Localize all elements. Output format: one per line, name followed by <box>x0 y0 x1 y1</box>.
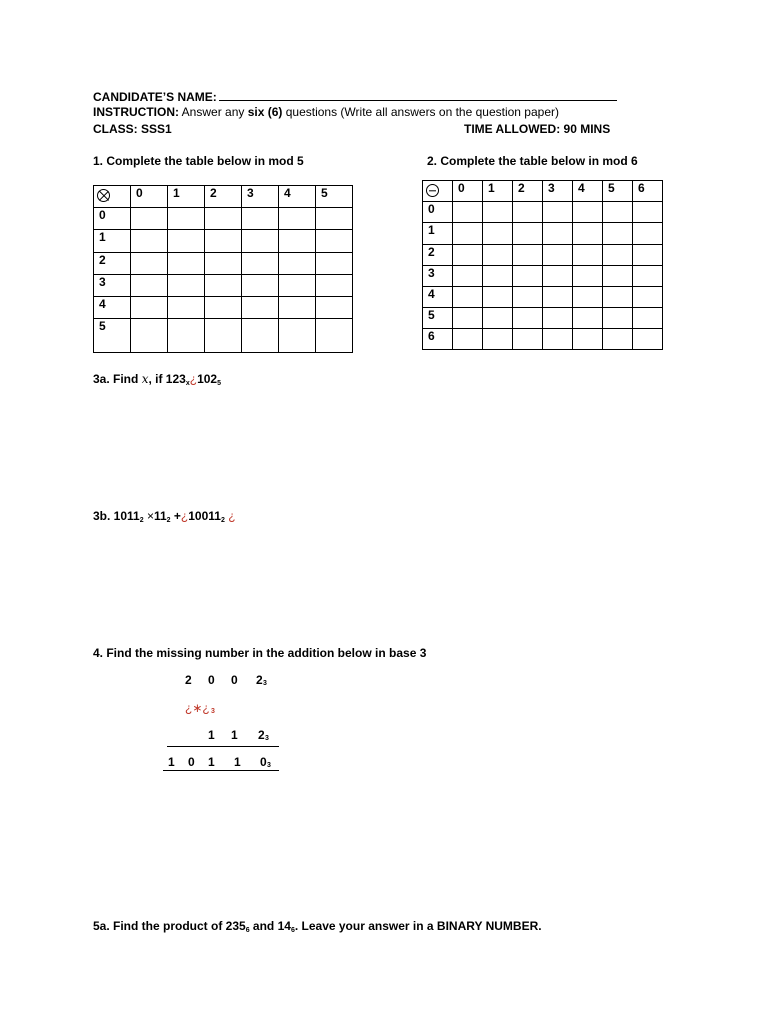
q4-sum-line-bottom <box>163 770 279 771</box>
answer-cell[interactable] <box>633 266 663 287</box>
answer-cell[interactable] <box>633 223 663 245</box>
answer-cell[interactable] <box>573 266 603 287</box>
column-header: 1 <box>483 181 513 202</box>
answer-cell[interactable] <box>205 253 242 275</box>
answer-cell[interactable] <box>513 202 543 223</box>
answer-cell[interactable] <box>603 308 633 329</box>
answer-cell[interactable] <box>513 287 543 308</box>
operator-cell <box>423 181 453 202</box>
answer-cell[interactable] <box>513 266 543 287</box>
answer-cell[interactable] <box>242 319 279 353</box>
answer-cell[interactable] <box>573 202 603 223</box>
q4-row3-digit: 1 <box>231 728 238 742</box>
q3b-glyph1: ¿ <box>180 509 189 523</box>
table-row <box>423 202 663 223</box>
row-header: 4 <box>423 287 453 308</box>
answer-cell[interactable] <box>573 308 603 329</box>
answer-cell[interactable] <box>543 329 573 350</box>
answer-cell[interactable] <box>483 308 513 329</box>
answer-cell[interactable] <box>633 202 663 223</box>
table-row <box>423 287 663 308</box>
q3a-prefix: 3a. Find <box>93 372 142 386</box>
answer-cell[interactable] <box>131 208 168 230</box>
q5a-question <box>93 919 542 933</box>
candidate-name-field[interactable] <box>219 89 617 101</box>
answer-cell[interactable] <box>279 208 316 230</box>
answer-cell[interactable] <box>205 297 242 319</box>
table-row <box>94 208 353 230</box>
answer-cell[interactable] <box>633 308 663 329</box>
column-header: 4 <box>573 181 603 202</box>
answer-cell[interactable] <box>453 266 483 287</box>
q4-row1-digit: 2 <box>256 673 263 687</box>
answer-cell[interactable] <box>242 230 279 253</box>
q3b-n3: 10011 <box>188 509 221 523</box>
instruction-label: INSTRUCTION: <box>93 105 179 119</box>
row-header: 5 <box>94 319 131 353</box>
answer-cell[interactable] <box>316 230 353 253</box>
answer-cell[interactable] <box>483 202 513 223</box>
answer-cell[interactable] <box>603 266 633 287</box>
q5a-suffix: . Leave your answer in a BINARY NUMBER. <box>294 919 542 933</box>
q4-sum-line-top <box>167 746 279 747</box>
answer-cell[interactable] <box>543 308 573 329</box>
q3b-sub1: 2 <box>139 517 144 524</box>
answer-cell[interactable] <box>603 287 633 308</box>
answer-cell[interactable] <box>543 287 573 308</box>
answer-cell[interactable] <box>131 297 168 319</box>
q3a-sub-x: x <box>185 380 190 387</box>
answer-cell[interactable] <box>483 287 513 308</box>
q1-title: 1. Complete the table below in mod 5 <box>93 154 304 168</box>
answer-cell[interactable] <box>633 245 663 266</box>
column-header: 5 <box>603 181 633 202</box>
answer-cell[interactable] <box>279 275 316 297</box>
q1-table <box>93 185 353 353</box>
q3b-sub2: 2 <box>166 517 171 524</box>
answer-cell[interactable] <box>543 223 573 245</box>
answer-cell[interactable] <box>513 223 543 245</box>
answer-cell[interactable] <box>242 297 279 319</box>
answer-cell[interactable] <box>279 230 316 253</box>
q3b-prefix: 3b. 1011 <box>93 509 140 523</box>
answer-cell[interactable] <box>603 329 633 350</box>
q3b-question <box>93 509 236 523</box>
answer-cell[interactable] <box>453 329 483 350</box>
q4-row4-digit: 0 <box>260 755 267 769</box>
answer-cell[interactable] <box>633 329 663 350</box>
instruction-line <box>93 105 559 119</box>
answer-cell[interactable] <box>603 223 633 245</box>
answer-cell[interactable] <box>316 319 353 353</box>
q3b-plus: + <box>170 509 181 523</box>
answer-cell[interactable] <box>513 329 543 350</box>
q4-row1-digit: 0 <box>231 673 238 687</box>
q4-row1-digit: 0 <box>208 673 215 687</box>
q4-row4-digit: 0 <box>188 755 195 769</box>
answer-cell[interactable] <box>573 223 603 245</box>
class-label: CLASS: SSS1 <box>93 122 172 136</box>
answer-cell[interactable] <box>483 329 513 350</box>
answer-cell[interactable] <box>513 308 543 329</box>
row-header: 3 <box>94 275 131 297</box>
q2-title: 2. Complete the table below in mod 6 <box>427 154 638 168</box>
q5a-sub2: 6 <box>290 927 295 934</box>
column-header: 4 <box>279 186 316 208</box>
q4-row4-digit: 1 <box>208 755 215 769</box>
answer-cell[interactable] <box>573 287 603 308</box>
answer-cell[interactable] <box>131 253 168 275</box>
q4-row2-text: ¿∗¿ <box>185 701 210 715</box>
table-row <box>423 329 663 350</box>
answer-cell[interactable] <box>279 253 316 275</box>
answer-cell[interactable] <box>453 308 483 329</box>
answer-cell[interactable] <box>242 253 279 275</box>
q4-row3-digit: 1 <box>208 728 215 742</box>
answer-cell[interactable] <box>316 208 353 230</box>
answer-cell[interactable] <box>453 223 483 245</box>
answer-cell[interactable] <box>131 230 168 253</box>
row-header: 1 <box>423 223 453 245</box>
table-row <box>94 319 353 353</box>
answer-cell[interactable] <box>513 245 543 266</box>
answer-cell[interactable] <box>168 253 205 275</box>
instruction-text-a: Answer any <box>181 105 248 119</box>
q4-row4-digit: 1 <box>168 755 175 769</box>
answer-cell[interactable] <box>168 297 205 319</box>
column-header: 3 <box>242 186 279 208</box>
time-allowed-label: TIME ALLOWED: 90 MINS <box>464 122 611 136</box>
q5a-prefix: 5a. Find the product of 235 <box>93 919 246 933</box>
q4-title: 4. Find the missing number in the addition below in base 3 <box>93 646 427 660</box>
answer-cell[interactable] <box>168 208 205 230</box>
answer-cell[interactable] <box>131 275 168 297</box>
answer-cell[interactable] <box>279 319 316 353</box>
column-header: 6 <box>633 181 663 202</box>
table-row <box>94 230 353 253</box>
answer-cell[interactable] <box>573 329 603 350</box>
table-row <box>423 223 663 245</box>
q3a-glyph: ¿ <box>189 372 198 386</box>
answer-cell[interactable] <box>131 319 168 353</box>
answer-cell[interactable] <box>242 275 279 297</box>
answer-cell[interactable] <box>242 208 279 230</box>
answer-cell[interactable] <box>316 297 353 319</box>
answer-cell[interactable] <box>483 266 513 287</box>
table-row <box>94 275 353 297</box>
candidate-name-row <box>93 89 617 104</box>
table-header-row <box>94 186 353 208</box>
q3b-sub3: 2 <box>220 517 225 524</box>
answer-cell[interactable] <box>205 319 242 353</box>
answer-cell[interactable] <box>453 287 483 308</box>
table-header-row <box>423 181 663 202</box>
q4-row3-digit: 2 <box>258 728 265 742</box>
column-header: 0 <box>453 181 483 202</box>
answer-cell[interactable] <box>168 319 205 353</box>
answer-cell[interactable] <box>316 253 353 275</box>
candidate-name-label: CANDIDATE’S NAME: <box>93 90 217 104</box>
row-header: 5 <box>423 308 453 329</box>
column-header: 0 <box>131 186 168 208</box>
q3b-times: × <box>143 509 154 523</box>
answer-cell[interactable] <box>453 245 483 266</box>
row-header: 1 <box>94 230 131 253</box>
q3b-glyph2: ¿ <box>224 509 236 523</box>
circled-minus-icon <box>426 184 439 197</box>
answer-cell[interactable] <box>603 245 633 266</box>
table-row <box>423 245 663 266</box>
instruction-text-b: six (6) <box>247 105 283 119</box>
answer-cell[interactable] <box>633 287 663 308</box>
row-header: 0 <box>423 202 453 223</box>
answer-cell[interactable] <box>603 202 633 223</box>
q3a-question <box>93 372 221 386</box>
answer-cell[interactable] <box>543 202 573 223</box>
answer-cell[interactable] <box>573 245 603 266</box>
q3a-mid: , if 123 <box>148 372 186 386</box>
q3b-n2: 11 <box>153 509 167 523</box>
answer-cell[interactable] <box>205 275 242 297</box>
circled-times-icon <box>97 189 110 202</box>
column-header: 2 <box>513 181 543 202</box>
row-header: 3 <box>423 266 453 287</box>
answer-cell[interactable] <box>543 266 573 287</box>
table-row <box>94 253 353 275</box>
answer-cell[interactable] <box>205 208 242 230</box>
answer-cell[interactable] <box>205 230 242 253</box>
column-header: 2 <box>205 186 242 208</box>
table-row <box>423 266 663 287</box>
answer-cell[interactable] <box>168 230 205 253</box>
q4-row1-digit: 2 <box>185 673 192 687</box>
q5a-sub1: 6 <box>245 927 250 934</box>
column-header: 1 <box>168 186 205 208</box>
answer-cell[interactable] <box>483 223 513 245</box>
table-row <box>423 308 663 329</box>
q3a-num: 102 <box>197 372 218 386</box>
column-header: 3 <box>543 181 573 202</box>
row-header: 2 <box>94 253 131 275</box>
q4-row4-digit: 1 <box>234 755 241 769</box>
column-header: 5 <box>316 186 353 208</box>
row-header: 4 <box>94 297 131 319</box>
answer-cell[interactable] <box>453 202 483 223</box>
table-row <box>94 297 353 319</box>
row-header: 6 <box>423 329 453 350</box>
q3a-variable: x <box>141 372 149 386</box>
row-header: 0 <box>94 208 131 230</box>
operator-cell <box>94 186 131 208</box>
answer-cell[interactable] <box>483 245 513 266</box>
q5a-mid: and 14 <box>249 919 291 933</box>
answer-cell[interactable] <box>168 275 205 297</box>
answer-cell[interactable] <box>316 275 353 297</box>
instruction-text-c: questions (Write all answers on the question paper) <box>282 105 559 119</box>
answer-cell[interactable] <box>279 297 316 319</box>
answer-cell[interactable] <box>543 245 573 266</box>
q3a-sub-5: 5 <box>217 380 222 387</box>
row-header: 2 <box>423 245 453 266</box>
q2-table <box>422 180 663 350</box>
